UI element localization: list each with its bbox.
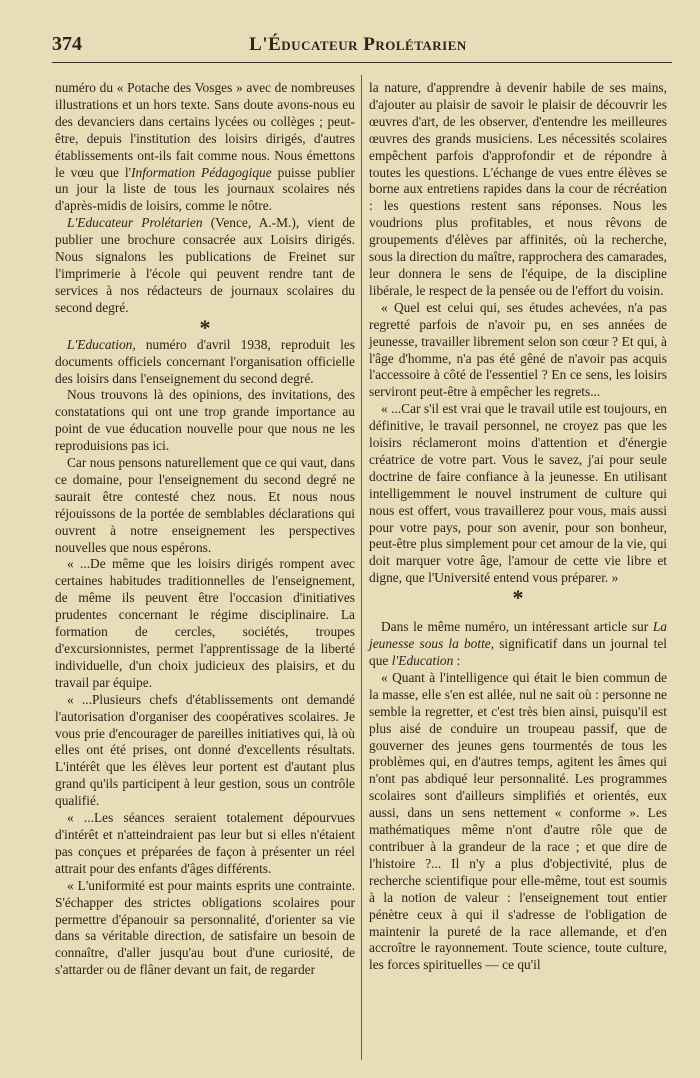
quote-paragraph: « ...De même que les loisirs dirigés rompent avec certaines habitudes traditionnelles de l'enseignement, de même ils peuvent être l'occasion d'initiatives prudentes concernant le régime disciplinaire. La formation de cercles, sociétés, troupes d'excursionnistes, permet l'apprentissage de la liberté individuelle, d'un choix judicieux des plaisirs, et du travail par équipe. [55,556,355,690]
quote-paragraph: « Quel est celui qui, ses études achevées, n'a pas regretté parfois de n'avoir pu, en ses années de jeunesse, travailler librement selon son cœur ? Et qui, à l'âge d'homme, n'a pas été gêné de n'avoir pas acquis l'accessoire à côté de l'essentiel ? En ce sens, les loisirs serviront peut-être à empêcher les regrets... [369,299,667,400]
page-header [52,33,664,63]
right-column [369,80,667,974]
section-separator-star: * [199,314,211,340]
paragraph: L'Educateur Prolétarien (Vence, A.-M.), vient de publier une brochure consacrée aux Loisirs dirigés. Nous signalons les publications de Freinet sur l'imprimerie à l'école qui peuvent rendre tant de services à nos rédacteurs de journaux scolaires du second degré. [55,215,355,315]
paragraph: numéro du « Potache des Vosges » avec de nombreuses illustrations et un hors texte. Sans doute avons-nous eu des devanciers dans certains lycées ou collèges ; peut-être, depuis l'institution des loisirs dirigés, d'autres établissements ont-ils fait comme nous. Nous émettons le vœu que l'Information Pédagogique puisse publier un jour la liste de tous les journaux scolaires nés d'après-midis de loisirs, comme le nôtre. [55,80,355,214]
quote-paragraph: « ...Car s'il est vrai que le travail utile est toujours, en définitive, le travail personnel, ne croyez pas que les loisirs réclameront moins d'attention et d'énergie créatrice de votre part. Vous le savez, j'ai pour seule doctrine de faire confiance à la jeunesse. En utilisant intelligemment le nouvel instrument de culture qui nous est offert, vous travaillerez pour vous, mais aussi pour votre pays, pour son avenir, pour son bonheur, peut-être plus simplement pour cet amour de la vie, qui doit marquer votre âge, l'amour de cette vie libre et digne, que l'Université entend vous préparer. » [369,401,667,586]
page-number: 374 [52,33,82,55]
header-rule [52,62,672,63]
paragraph: L'Education, numéro d'avril 1938, reproduit les documents officiels concernant l'organisation officielle des loisirs dans l'enseignement du second degré. [55,336,355,386]
left-column [55,80,355,979]
quote-paragraph: « ...Plusieurs chefs d'établissements ont demandé l'autorisation d'organiser des coopératives scolaires. Je vous prie d'encourager de pareilles initiatives qui, là où elles ont été prises, ont donné d'excellents résultats. L'intérêt que les élèves leur portent est d'autant plus grand qu'ils participent à leur gestion, sous un contrôle qualifié. [55,691,355,809]
quote-paragraph: « ...Les séances seraient totalement dépourvues d'intérêt et n'atteindraient pas leur but si elles n'étaient pas conçues et préparées de façon à présenter un réel attrait pour des enfants d'âges différents. [55,810,355,876]
paragraph: Car nous pensons naturellement que ce qui vaut, dans ce domaine, pour l'enseignement du second degré ne saurait être contesté chez nous. Et nous nous réjouissons de la portée de semblables déclarations qui ouvrent à notre enseignement les perspectives nouvelles que nous espérons. [55,455,355,555]
running-title: L'Éducateur Prolétarien [249,34,467,55]
section-separator-star: * [512,585,524,611]
paragraph: Nous trouvons là des opinions, des invitations, des constatations qui ont une trop grande importance au point de vue éducation nouvelle pour que nous ne les reproduisions pas ici. [55,387,355,454]
quote-paragraph: « L'uniformité est pour maints esprits une contrainte. S'échapper des strictes obligations scolaires pour permettre d'épanouir sa personnalité, d'orienter sa vie dans sa véritable direction, de satisfaire un besoin de connaître, d'aller jusqu'au bout d'une curiosité, de s'attarder ou de flâner devant un fait, de regarder [55,877,355,978]
column-divider [361,75,362,1060]
quote-paragraph: « Quant à l'intelligence qui était le bien commun de la masse, elle s'en est allée, nul ne sait où : personne ne semble la regretter, et c'est très bien ainsi, puisqu'il est plus aisé de conduire un troupeau passif, que de gouverner des jeunes gens tourmentés de tous les problèmes qui, en d'autres temps, agitent les âmes qui n'ont pas abdiqué leur personnalité. Les programmes scolaires sont d'ailleurs simplifiés et orientés, eux aussi, dans un sens nettement « conforme ». Les mathématiques même n'ont d'autre rôle que de contribuer à la grandeur de la race ; et que dire de l'histoire ?... Il n'y a plus d'objectivité, plus de recherche scientifique pour elle-même, tout est soumis à la notion de valeur : l'enseignement tout entier pénètre ceux à qui il s'adresse de l'obligation de maintenir la pureté de la race allemande, et d'en accroître le rayonnement. Toute science, toute culture, les forces spirituelles — ce qu'il [369,669,667,973]
paragraph: Dans le même numéro, un intéressant article sur La jeunesse sous la botte, significatif dans un journal tel que l'Education : [369,619,667,668]
paragraph: la nature, d'apprendre à devenir habile de ses mains, d'ajouter au plaisir de savoir le plaisir de découvrir les œuvres d'art, de les observer, d'entendre les meilleures œuvres des grands musiciens. Les nécessités scolaires empêchent parfois d'approfondir et de répondre à toutes les questions. L'échange de vues entre élèves se borne aux entretiens rapides dans la cour de récréation : les questions restent sans réponses. Nous les voudrions plus profitables, et nous rêvons de groupements d'élèves par affinités, où la recherche, sous la direction du maître, rapprochera des camarades, leur donnera le sens de l'équipe, de la discipline libérale, le respect de la pensée ou de l'effort du voisin. [369,80,667,298]
